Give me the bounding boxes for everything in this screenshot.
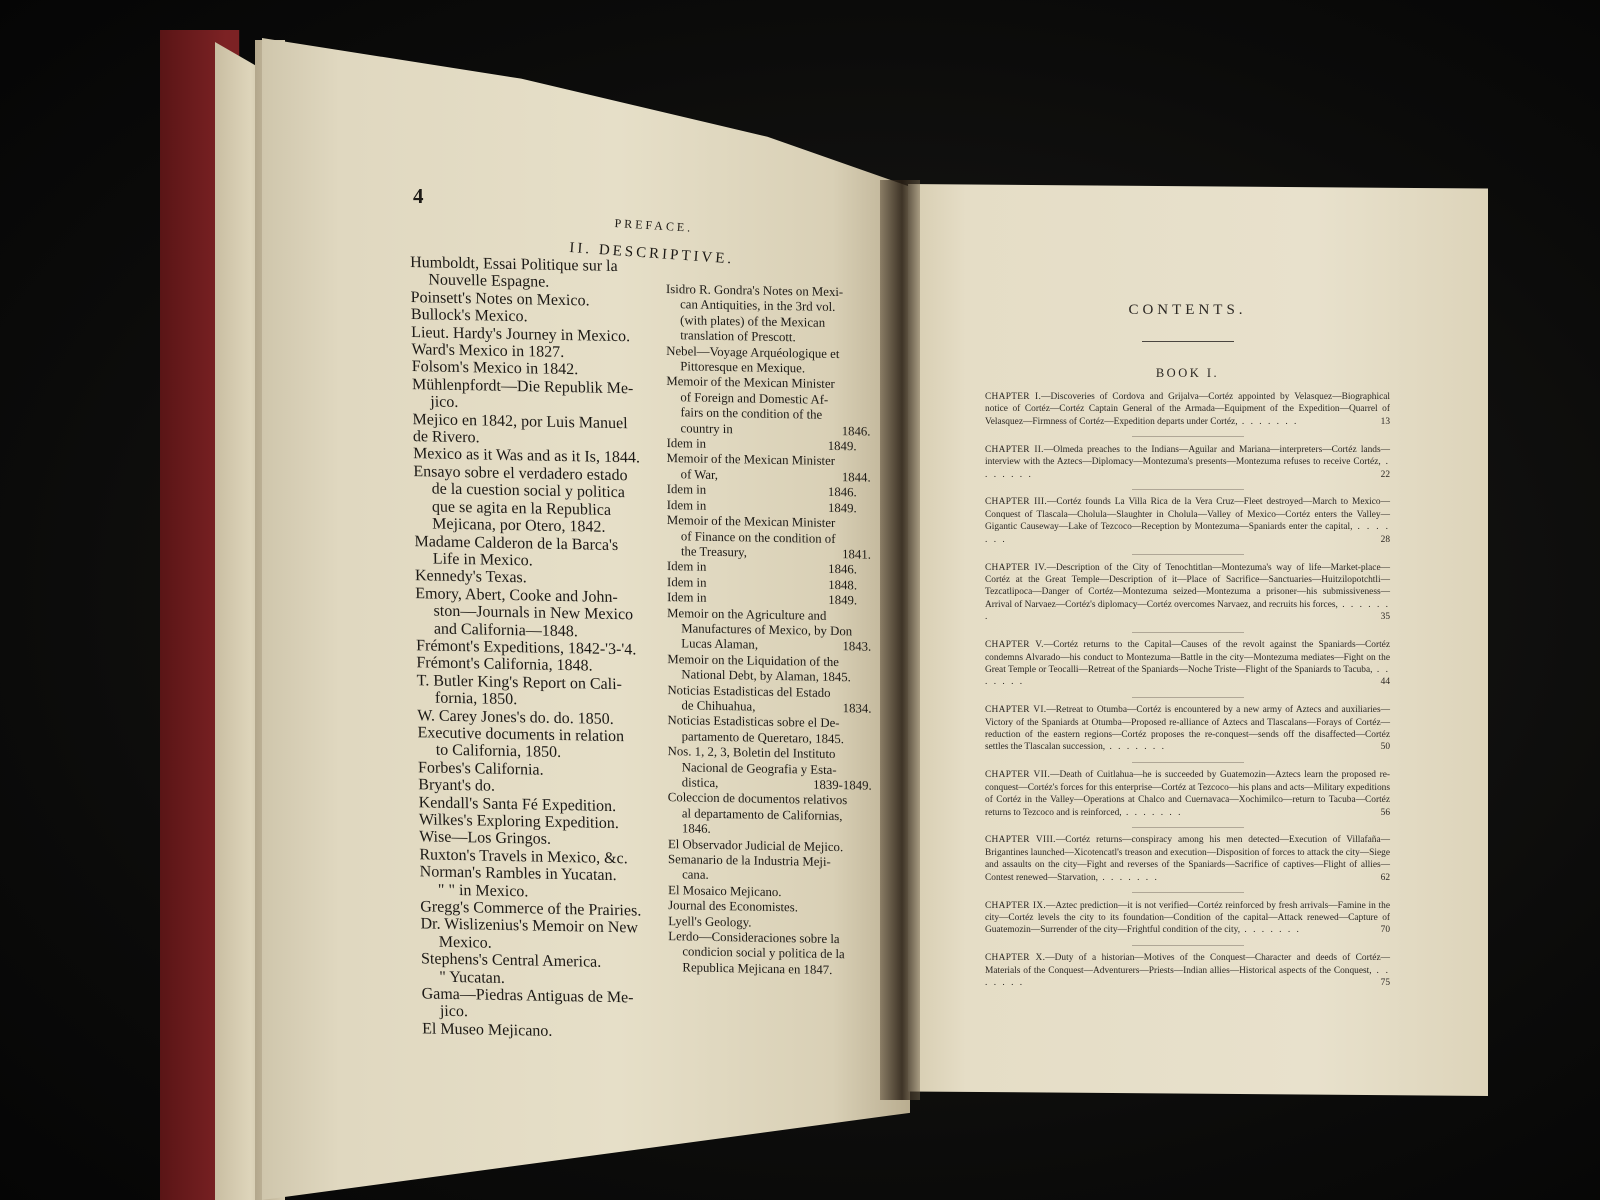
chapter-summary: —Aztec prediction—it is not verified—Cortéz reinforced by fresh arrivals—Famine in the city—Cortéz levels the city to its foundation—Condition of the capital—Attack renewed—Capture of Guatemozin—Surrender of the city—Frightful condition of the city,	[985, 900, 1391, 936]
bibliography-line: Wise—Los Gringos.	[419, 828, 552, 849]
bibliography-line: Emory, Abert, Cooke and John-	[415, 584, 618, 606]
bibliography-text: Nos. 1, 2, 3, Boletin del Instituto	[667, 744, 836, 762]
title-rule	[1142, 341, 1234, 342]
chapter-label: CHAPTER IV.	[985, 562, 1047, 573]
bibliography-line: El Museo Mejicano.	[422, 1020, 553, 1040]
bibliography-line: de la cuestion social y politica	[431, 480, 626, 502]
chapter-page-number: 75	[1380, 978, 1390, 989]
bibliography-line: Frémont's Expeditions, 1842-'3-'4.	[416, 637, 637, 659]
chapter-page-number: 70	[1380, 925, 1390, 936]
leader-dots: . . . . . . .	[985, 965, 1390, 989]
chapter-separator	[1132, 697, 1244, 698]
leader-dots: . . . . . . .	[985, 457, 1390, 480]
bibliography-year: 1843.	[842, 639, 872, 654]
bibliography-line: Forbes's California.	[417, 759, 544, 779]
bibliography-text: Idem in	[666, 482, 707, 498]
bibliography-text: Journal des Economistes.	[668, 898, 798, 915]
bibliography-column-b	[666, 282, 872, 979]
bibliography-line: Mexico as it Was and as it Is, 1844.	[413, 445, 641, 467]
bibliography-text: country in	[680, 420, 733, 436]
bibliography-text: Memoir on the Agriculture and	[667, 605, 827, 623]
contents-title: CONTENTS.	[1128, 302, 1247, 318]
chapter-page-number: 44	[1380, 677, 1390, 688]
chapter-summary: —Discoveries of Cordova and Grijalva—Cortéz appointed by Velasquez—Biographical notice of Cortéz—Cortéz Captain General of the Armada—Equipment of the Expedition—Quarrel of Velasquez—Firmness of Cortéz—Expedition departs under Cortéz,	[985, 392, 1390, 427]
chapter-entry	[985, 639, 1390, 689]
chapter-entry	[985, 444, 1390, 481]
leader-dots: . . . . . . .	[985, 522, 1390, 545]
bibliography-text: El Mosaico Mejicano.	[668, 882, 782, 899]
bibliography-line: Bryant's do.	[418, 776, 496, 795]
bibliography-line: Madame Calderon de la Barca's	[414, 532, 619, 554]
chapter-label: CHAPTER V.	[985, 640, 1044, 651]
bibliography-line: que se agita en la Republica	[431, 498, 612, 519]
bibliography-year: 1844.	[841, 469, 871, 485]
bibliography-text: can Antiquities, in the 3rd vol.	[680, 297, 836, 315]
chapter-summary: —Death of Cuitlahua—he is succeeded by Guatemozin—Aztecs learn the proposed re-conquest—Cortéz's forces for this enterprise—Cortéz at Tezcoco—his plans and acts—Military expeditions of Cortéz in the Valley—Operations at Chalco and Cuernavaca—Xochimilco—return to Tacuba—Cortéz returns to Tezcoco and is reinforced,	[985, 770, 1390, 818]
leader-dots: . . . . . . .	[1240, 925, 1301, 936]
bibliography-text: de Chihuahua,	[681, 698, 756, 714]
chapter-label: CHAPTER VII.	[985, 770, 1051, 781]
chapter-separator	[1132, 945, 1244, 946]
chapter-separator	[1132, 489, 1244, 490]
bibliography-text: El Observador Judicial de Mejico.	[667, 836, 844, 854]
chapter-entry	[985, 391, 1390, 428]
bibliography-year: 1849.	[827, 500, 857, 516]
bibliography-text: Nacional de Geografia y Esta-	[681, 759, 837, 777]
bibliography-text: condicion social y politica de la	[682, 944, 845, 962]
bibliography-text: the Treasury,	[680, 544, 747, 560]
bibliography-text: Lyell's Geology.	[668, 913, 752, 930]
chapter-summary: —Cortéz founds La Villa Rica de la Vera Cruz—Fleet destroyed—March to Mexico—Conquest of Tlascala—Cholula—Slaughter in Cholula—Valley of Mexico—Cortéz enters the Valley—Gigantic Causeway—Lake of Tezcoco—Reception by Montezuma—Spaniards enter the capital,	[985, 497, 1390, 533]
bibliography-year: 1839-1849.	[813, 777, 872, 793]
bibliography-text: National Debt, by Alaman, 1845.	[681, 667, 851, 685]
bibliography-line: Lieut. Hardy's Journey in Mexico.	[411, 323, 631, 345]
chapter-summary: —Olmeda preaches to the Indians—Aguilar and Mariana—interpreters—Cortéz lands—interview with the Aztecs—Diplomacy—Montezuma's presents—Montezuma refuses to receive Cortéz,	[985, 444, 1391, 468]
bibliography-line: " " in Mexico.	[437, 881, 529, 901]
bibliography-line: to California, 1850.	[435, 741, 562, 762]
left-page-text	[410, 180, 880, 1040]
bibliography-line: Dr. Wislizenius's Memoir on New	[420, 915, 639, 937]
chapter-page-number: 35	[1380, 612, 1390, 623]
bibliography-line: Ward's Mexico in 1827.	[411, 341, 565, 362]
chapter-summary: —Retreat to Otumba—Cortéz is encountered by a new army of Aztecs and auxiliaries—Victory of the Spaniards at Otumba—Proposed re-alliance of Aztecs and Tlascalans—Forays of Cortéz—reduction of the eastern regions—Cortéz proposes the re-conquest—sends off the disaffected—Cortéz settles the Tlascalan succession,	[985, 705, 1390, 753]
bibliography-text: Noticias Estadisticas del Estado	[667, 682, 831, 700]
chapter-page-number: 22	[1380, 469, 1390, 480]
bibliography-text: Idem in	[666, 497, 707, 513]
bibliography-text: Idem in	[666, 559, 707, 575]
bibliography-year: 1848.	[828, 577, 858, 593]
bibliography-line: fornia, 1850.	[434, 689, 518, 709]
bibliography-text: translation of Prescott.	[680, 328, 796, 345]
bibliography-text: Idem in	[667, 574, 707, 590]
chapter-page-number: 28	[1380, 534, 1390, 545]
bibliography-year: 1841.	[842, 547, 871, 562]
leader-dots: . . . . . . .	[985, 599, 1390, 623]
bibliography-line: Norman's Rambles in Yucatan.	[419, 863, 617, 885]
bibliography-line: jico.	[439, 1003, 469, 1021]
chapter-entry	[985, 952, 1390, 989]
chapter-label: CHAPTER III.	[985, 497, 1047, 508]
chapter-summary: —Duty of a historian—Motives of the Conquest—Character and deeds of Cortéz—Materials of the Conquest—Adventurers—Priests—Indian allies—Historical aspects of the Conquest,	[985, 953, 1390, 976]
chapter-separator	[1132, 632, 1244, 633]
bibliography-text: Memoir of the Mexican Minister	[666, 451, 836, 469]
chapter-label: CHAPTER I.	[985, 392, 1042, 402]
bibliography-year: 1849.	[828, 593, 858, 608]
chapter-separator	[1132, 436, 1244, 437]
bibliography-text: cana.	[682, 867, 709, 883]
bibliography-line: Executive documents in relation	[417, 724, 625, 746]
bibliography-text: Idem in	[667, 590, 707, 605]
chapter-summary: —Cortéz returns—conspiracy among his men detected—Execution of Villafaña—Brigantines launched—Xicotencatl's treason and execution—Disposition of forces to attack the city—Siege and assaults on the city—Fight and reverses of the Spaniards—Sacrifice of captives—Flight of allies—Contest renewed—Starvation,	[985, 835, 1390, 883]
bibliography-text: distica,	[681, 775, 719, 790]
bibliography-line: Wilkes's Exploring Expedition.	[418, 811, 619, 833]
bibliography-text: Semanario de la Industria Meji-	[667, 852, 831, 869]
bibliography-text: fairs on the condition of the	[680, 405, 823, 422]
bibliography-line: Bullock's Mexico.	[410, 306, 528, 326]
bibliography-year: 1846.	[841, 423, 871, 439]
bibliography-line: Kennedy's Texas.	[414, 567, 527, 587]
bibliography-text: Noticias Estadisticas sobre el De-	[667, 713, 840, 731]
bibliography-text: Lerdo—Consideraciones sobre la	[668, 929, 840, 947]
bibliography-column-a	[410, 254, 649, 1042]
bibliography-text: al departamento de Californias,	[681, 806, 843, 823]
bibliography-year: 1846.	[828, 562, 857, 577]
chapter-separator	[1132, 762, 1244, 763]
bibliography-text: Republica Mejicana en 1847.	[682, 960, 833, 977]
bibliography-line: Stephens's Central America.	[420, 950, 602, 972]
chapter-entry	[985, 900, 1390, 937]
leader-dots: . . . . . . .	[1121, 807, 1183, 818]
bibliography-text: 1846.	[681, 821, 711, 837]
bibliography-text: partamento de Queretaro, 1845.	[681, 729, 844, 746]
chapter-separator	[1132, 827, 1244, 828]
chapter-label: CHAPTER VI.	[985, 705, 1047, 716]
bibliography-line: Life in Mexico.	[432, 550, 533, 570]
bibliography-line: Gregg's Commerce of the Prairies.	[420, 898, 642, 920]
bibliography-line: Gama—Piedras Antiguas de Me-	[421, 985, 634, 1007]
chapter-label: CHAPTER X.	[985, 953, 1046, 964]
chapter-entry	[985, 834, 1390, 884]
bibliography-text: Coleccion de documentos relativos	[667, 790, 848, 808]
running-head: PREFACE.	[614, 216, 694, 235]
leader-dots: . . . . . . .	[985, 664, 1390, 688]
chapter-summary: —Cortéz returns to the Capital—Causes of the revolt against the Spaniards—Cortéz condemns Alvarado—his conduct to Montezuma—Battle in the city—Montezuma mediates—Fight on the Great Temple or Teocalli—Retreat of the Spaniards—Noche Triste—Flight of the Spaniards to Tacuba,	[985, 640, 1390, 675]
book-gutter	[880, 180, 920, 1100]
right-page-text	[985, 292, 1390, 998]
bibliography-text: Pittoresque en Mexique.	[680, 359, 806, 376]
bibliography-line: Kendall's Santa Fé Expedition.	[418, 793, 617, 815]
bibliography-line: Folsom's Mexico in 1842.	[411, 358, 579, 379]
chapter-entry	[985, 496, 1390, 546]
bibliography-line: de Rivero.	[412, 428, 480, 447]
bibliography-text: Nebel—Voyage Arquéologique et	[666, 343, 840, 361]
chapter-label: CHAPTER II.	[985, 444, 1044, 455]
bibliography-text: of War,	[680, 467, 718, 482]
bibliography-line: " Yucatan.	[439, 968, 505, 987]
bibliography-line: Ensayo sobre el verdadero estado	[413, 462, 628, 485]
bibliography-text: of Finance on the condition of	[680, 528, 836, 546]
chapter-page-number: 50	[1380, 742, 1390, 753]
bibliography-text: Idem in	[666, 436, 707, 451]
bibliography-text: Memoir of the Mexican Minister	[666, 513, 836, 531]
bibliography-year: 1834.	[842, 701, 872, 716]
bibliography-line: Poinsett's Notes on Mexico.	[410, 288, 590, 310]
bibliography-line: jico.	[430, 393, 459, 412]
bibliography-text: Memoir on the Liquidation of the	[667, 651, 839, 669]
bibliography-line: W. Carey Jones's do. do. 1850.	[417, 706, 614, 728]
chapter-page-number: 13	[1380, 416, 1390, 427]
chapter-list	[985, 391, 1390, 990]
chapter-page-number: 62	[1380, 872, 1390, 883]
section-heading: II. DESCRIPTIVE.	[568, 240, 735, 268]
bibliography-year: 1849.	[827, 438, 857, 454]
bibliography-line: Mexico.	[438, 933, 492, 952]
page-number: 4	[413, 184, 424, 208]
bibliography-line: Mejicana, por Otero, 1842.	[432, 515, 606, 536]
bibliography-line: ston—Journals in New Mexico	[433, 602, 634, 624]
bibliography-line: Mühlenpfordt—Die Republik Me-	[411, 375, 634, 398]
chapter-entry	[985, 769, 1390, 819]
bibliography-text: (with plates) of the Mexican	[680, 313, 826, 330]
chapter-label: CHAPTER VIII.	[985, 835, 1056, 846]
bibliography-line: Ruxton's Travels in Mexico, &c.	[419, 846, 628, 868]
bibliography-text: Isidro R. Gondra's Notes on Mexi-	[666, 282, 844, 300]
bibliography-text: Lucas Alaman,	[681, 636, 759, 653]
bibliography-line: T. Butler King's Report on Cali-	[416, 671, 623, 693]
leader-dots: . . . . . . .	[1105, 742, 1166, 753]
chapter-separator	[1132, 892, 1244, 893]
chapter-summary: —Description of the City of Tenochtitlan—Montezuma's way of life—Market-place—Cortéz at the Great Temple—Description of it—Place of Sacrifice—Sanctuaries—Huitzilopotchtli—Tezcatlipoca—Danger of Cortéz—Montezuma seized—Montezuma a prisoner—his submissiveness—Arrival of Narvaez—Cortéz's diplomacy—Cortéz overcomes Narvaez, and recruits his forces,	[985, 562, 1390, 610]
bibliography-year: 1846.	[827, 485, 857, 500]
bibliography-line: Mejico en 1842, por Luis Manuel	[412, 410, 628, 432]
bibliography-line: and California—1848.	[433, 620, 578, 640]
bibliography-text: of Foreign and Domestic Af-	[680, 390, 829, 407]
chapter-label: CHAPTER IX.	[985, 900, 1046, 911]
bibliography-text: Manufactures of Mexico, by Don	[681, 621, 853, 639]
leader-dots: . . . . . . .	[1098, 872, 1159, 883]
leader-dots: . . . . . . .	[1237, 416, 1299, 427]
book-heading: BOOK I.	[1155, 366, 1220, 380]
chapter-entry	[985, 562, 1390, 624]
bibliography-line: Humboldt, Essai Politique sur la	[410, 254, 618, 275]
bibliography-line: Frémont's California, 1848.	[416, 654, 593, 675]
chapter-separator	[1132, 554, 1244, 555]
chapter-page-number: 56	[1380, 807, 1390, 818]
bibliography-text: Memoir of the Mexican Minister	[666, 374, 835, 392]
bibliography-line: Nouvelle Espagne.	[428, 271, 550, 292]
chapter-entry	[985, 704, 1390, 754]
